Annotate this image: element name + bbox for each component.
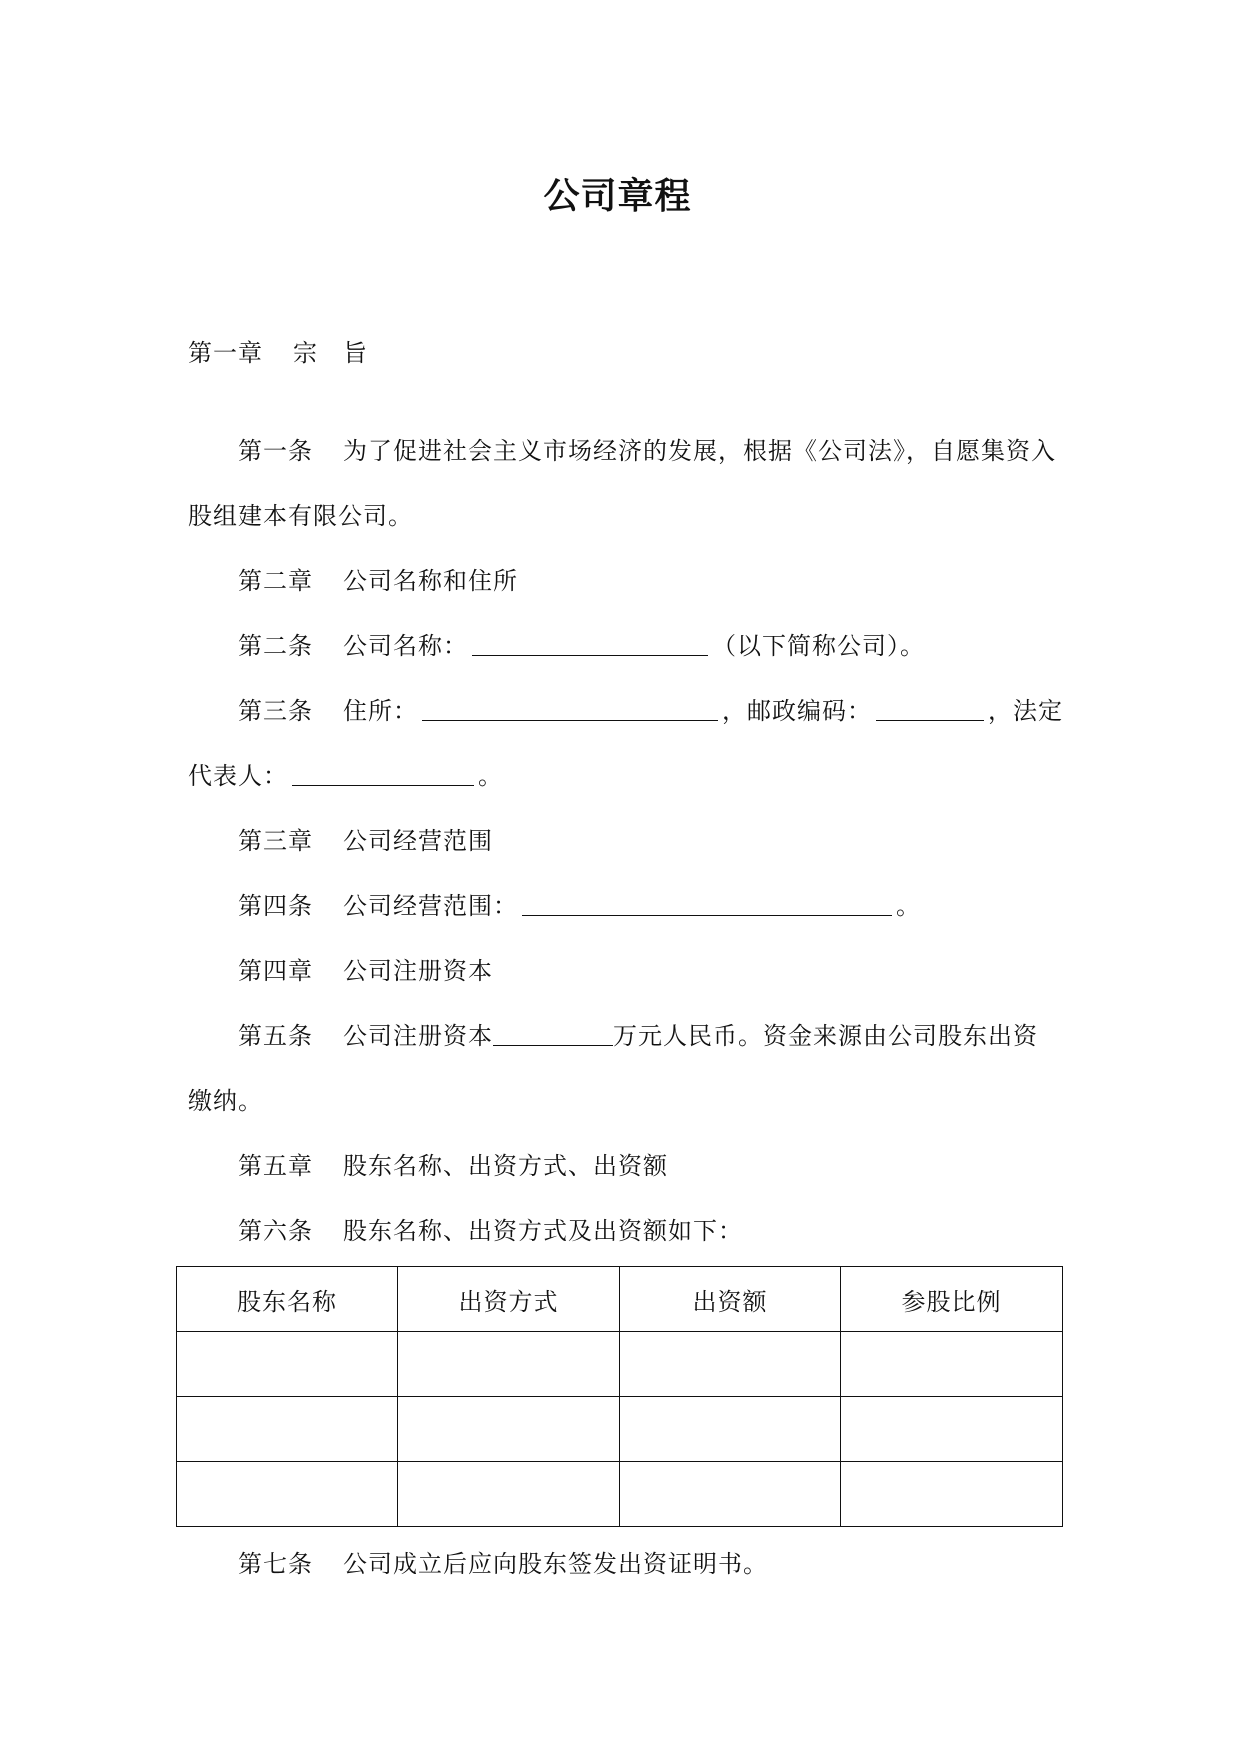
table-cell bbox=[620, 1397, 841, 1462]
article-6-text: 股东名称、出资方式及出资额如下： bbox=[343, 1217, 743, 1245]
article-7-text: 公司成立后应向股东签发出资证明书。 bbox=[343, 1550, 768, 1578]
table-cell bbox=[620, 1332, 841, 1397]
registered-capital-blank bbox=[493, 1019, 613, 1046]
chapter-2-number: 第二章 bbox=[238, 567, 313, 595]
chapter-5-heading bbox=[238, 1149, 668, 1183]
article-4 bbox=[238, 889, 921, 923]
article-5-line-1 bbox=[238, 1019, 1038, 1053]
article-5-label: 公司注册资本 bbox=[343, 1022, 493, 1050]
article-1-line-2: 股组建本有限公司。 bbox=[188, 502, 413, 530]
table-row bbox=[177, 1397, 1063, 1462]
chapter-4-number: 第四章 bbox=[238, 957, 313, 985]
article-3-period: 。 bbox=[478, 762, 503, 790]
article-3-end: ，法定 bbox=[988, 697, 1063, 725]
table-cell bbox=[620, 1462, 841, 1527]
article-2-suffix: （以下简称公司）。 bbox=[712, 632, 925, 660]
article-3-postcode-label: ，邮政编码： bbox=[722, 697, 872, 725]
shareholder-table bbox=[176, 1266, 1063, 1527]
chapter-3-title: 公司经营范围 bbox=[343, 827, 493, 855]
header-share-ratio: 参股比例 bbox=[841, 1267, 1063, 1332]
chapter-4-title: 公司注册资本 bbox=[343, 957, 493, 985]
table-cell bbox=[841, 1397, 1063, 1462]
business-scope-blank bbox=[522, 889, 892, 916]
article-2-number: 第二条 bbox=[238, 632, 313, 660]
table-row bbox=[177, 1462, 1063, 1527]
table-cell bbox=[177, 1397, 398, 1462]
legal-rep-blank bbox=[292, 759, 474, 786]
chapter-4-heading bbox=[238, 954, 493, 988]
table-cell bbox=[398, 1397, 620, 1462]
table-cell bbox=[841, 1462, 1063, 1527]
header-contribution-method: 出资方式 bbox=[398, 1267, 620, 1332]
document-title: 公司章程 bbox=[543, 176, 692, 217]
article-7-number: 第七条 bbox=[238, 1550, 313, 1578]
chapter-2-heading bbox=[238, 564, 518, 598]
table-cell bbox=[841, 1332, 1063, 1397]
article-5-line-2: 缴纳。 bbox=[188, 1087, 263, 1115]
table-header-row bbox=[177, 1267, 1063, 1332]
article-7 bbox=[238, 1547, 768, 1581]
article-5-number: 第五条 bbox=[238, 1022, 313, 1050]
article-3-line-1 bbox=[238, 694, 1063, 728]
article-3-line-2 bbox=[188, 759, 503, 793]
chapter-1-title: 宗 旨 bbox=[293, 339, 368, 367]
legal-rep-label: 代表人： bbox=[188, 762, 288, 790]
article-2-label: 公司名称： bbox=[343, 632, 468, 660]
table-cell bbox=[177, 1462, 398, 1527]
chapter-5-number: 第五章 bbox=[238, 1152, 313, 1180]
article-5-rest: 万元人民币。资金来源由公司股东出资 bbox=[613, 1022, 1038, 1050]
chapter-2-title: 公司名称和住所 bbox=[343, 567, 518, 595]
table-cell bbox=[398, 1332, 620, 1397]
company-name-blank bbox=[472, 629, 708, 656]
article-4-label: 公司经营范围： bbox=[343, 892, 518, 920]
article-1-line-1 bbox=[238, 434, 1056, 468]
article-6 bbox=[238, 1214, 743, 1248]
chapter-1-number: 第一章 bbox=[188, 339, 263, 367]
chapter-1-heading bbox=[188, 336, 368, 370]
article-1-number: 第一条 bbox=[238, 437, 313, 465]
chapter-5-title: 股东名称、出资方式、出资额 bbox=[343, 1152, 668, 1180]
article-2 bbox=[238, 629, 925, 663]
table-cell bbox=[398, 1462, 620, 1527]
article-1-text: 为了促进社会主义市场经济的发展，根据《公司法》，自愿集资入 bbox=[343, 437, 1056, 465]
article-3-number: 第三条 bbox=[238, 697, 313, 725]
article-4-number: 第四条 bbox=[238, 892, 313, 920]
table-cell bbox=[177, 1332, 398, 1397]
address-blank bbox=[422, 694, 718, 721]
header-shareholder-name: 股东名称 bbox=[177, 1267, 398, 1332]
article-4-period: 。 bbox=[896, 892, 921, 920]
article-3-label: 住所： bbox=[343, 697, 418, 725]
header-contribution-amount: 出资额 bbox=[620, 1267, 841, 1332]
chapter-3-heading bbox=[238, 824, 493, 858]
article-6-number: 第六条 bbox=[238, 1217, 313, 1245]
postcode-blank bbox=[876, 694, 984, 721]
chapter-3-number: 第三章 bbox=[238, 827, 313, 855]
table-row bbox=[177, 1332, 1063, 1397]
